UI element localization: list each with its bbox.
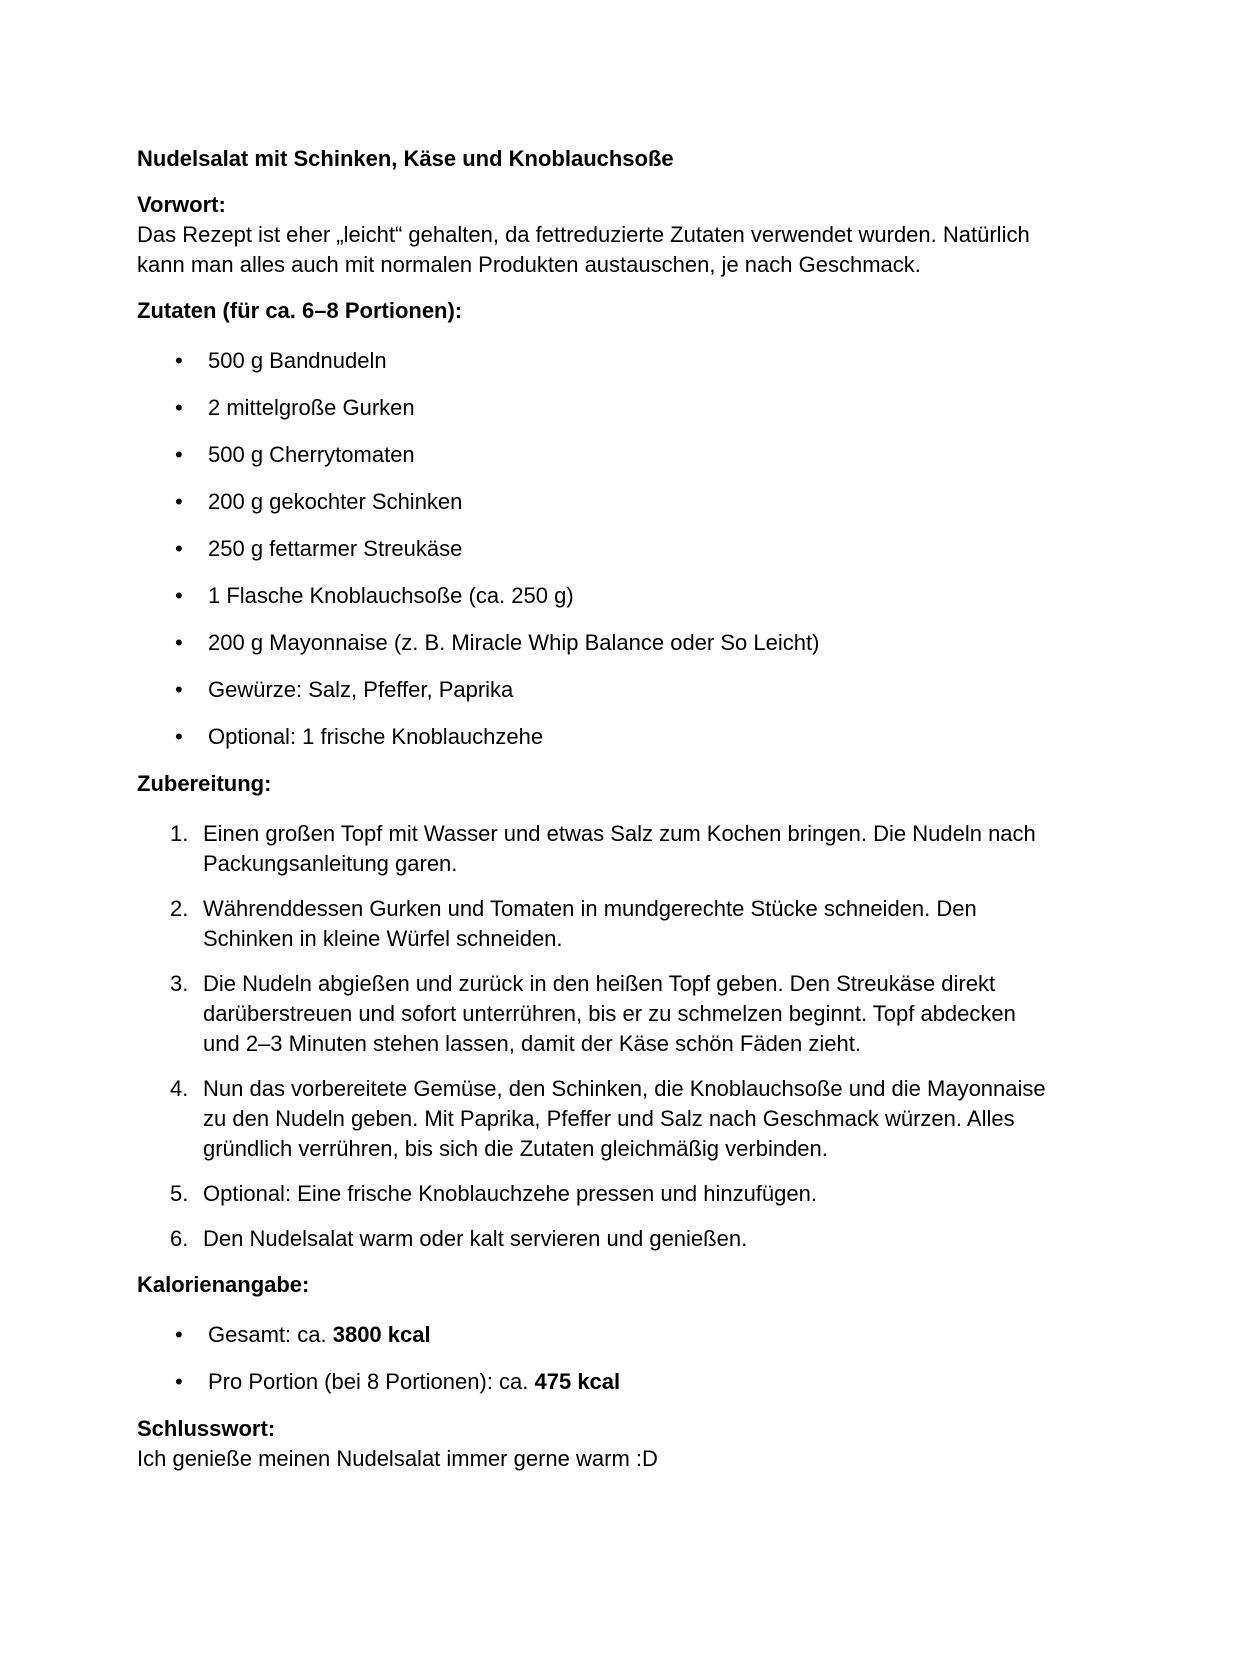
vorwort-text: Das Rezept ist eher „leicht“ gehalten, da fettreduzierte Zutaten verwendet wurden. Natürlich kann man alles auch mit normalen Produkten austauschen, je nach Geschmack. — [137, 222, 1030, 277]
ingredient-item: • 500 g Bandnudeln — [137, 346, 1047, 376]
document-content — [137, 144, 1047, 1474]
calorie-value: 475 kcal — [534, 1369, 621, 1394]
ingredient-item: • 500 g Cherrytomaten — [137, 440, 1047, 470]
vorwort-heading: Vorwort: — [137, 192, 226, 217]
zutaten-heading: Zutaten (für ca. 6–8 Portionen): — [137, 298, 463, 323]
calorie-label: Pro Portion (bei 8 Portionen): ca. — [208, 1369, 535, 1394]
schlusswort-text: Ich genieße meinen Nudelsalat immer gerne warm :D — [137, 1446, 658, 1471]
step-item: Die Nudeln abgießen und zurück in den heißen Topf geben. Den Streukäse direkt darüberstreuen und sofort unterrühren, bis er zu schmelzen beginnt. Topf abdecken und 2–3 Minuten stehen lassen, damit der Käse schön Fäden zieht. — [203, 971, 1016, 1056]
calorie-item — [137, 1367, 1047, 1397]
step-item: Währenddessen Gurken und Tomaten in mundgerechte Stücke schneiden. Den Schinken in kleine Würfel schneiden. — [203, 896, 977, 951]
calorie-value: 3800 kcal — [332, 1322, 431, 1347]
step-item: Nun das vorbereitete Gemüse, den Schinken, die Knoblauchsoße und die Mayonnaise zu den Nudeln geben. Mit Paprika, Pfeffer und Salz nach Geschmack würzen. Alles gründlich verrühren, bis sich die Zutaten gleichmäßig verbinden. — [203, 1076, 1046, 1161]
zubereitung-list — [137, 819, 1047, 1254]
ingredient-item: • 200 g Mayonnaise (z. B. Miracle Whip Balance oder So Leicht) — [137, 628, 1047, 658]
zubereitung-heading: Zubereitung: — [137, 771, 272, 796]
ingredient-item: • Optional: 1 frische Knoblauchzehe — [137, 722, 1047, 752]
ingredient-item: • 2 mittelgroße Gurken — [137, 393, 1047, 423]
schlusswort-heading: Schlusswort: — [137, 1416, 276, 1441]
step-item: Den Nudelsalat warm oder kalt servieren und genießen. — [203, 1226, 748, 1251]
ingredient-item: • 1 Flasche Knoblauchsoße (ca. 250 g) — [137, 581, 1047, 611]
step-item: Optional: Eine frische Knoblauchzehe pressen und hinzufügen. — [203, 1181, 817, 1206]
ingredient-item: • 250 g fettarmer Streukäse — [137, 534, 1047, 564]
calorie-item — [137, 1320, 1047, 1350]
calorie-label: Gesamt: ca. — [208, 1322, 333, 1347]
step-item: Einen großen Topf mit Wasser und etwas Salz zum Kochen bringen. Die Nudeln nach Packungsanleitung garen. — [203, 821, 1036, 876]
zutaten-list — [137, 346, 1047, 752]
kalorien-heading: Kalorienangabe: — [137, 1272, 310, 1297]
ingredient-item: • 200 g gekochter Schinken — [137, 487, 1047, 517]
kalorien-list — [137, 1320, 1047, 1397]
recipe-title: Nudelsalat mit Schinken, Käse und Knoblauchsoße — [137, 146, 674, 171]
ingredient-item: • Gewürze: Salz, Pfeffer, Paprika — [137, 675, 1047, 705]
